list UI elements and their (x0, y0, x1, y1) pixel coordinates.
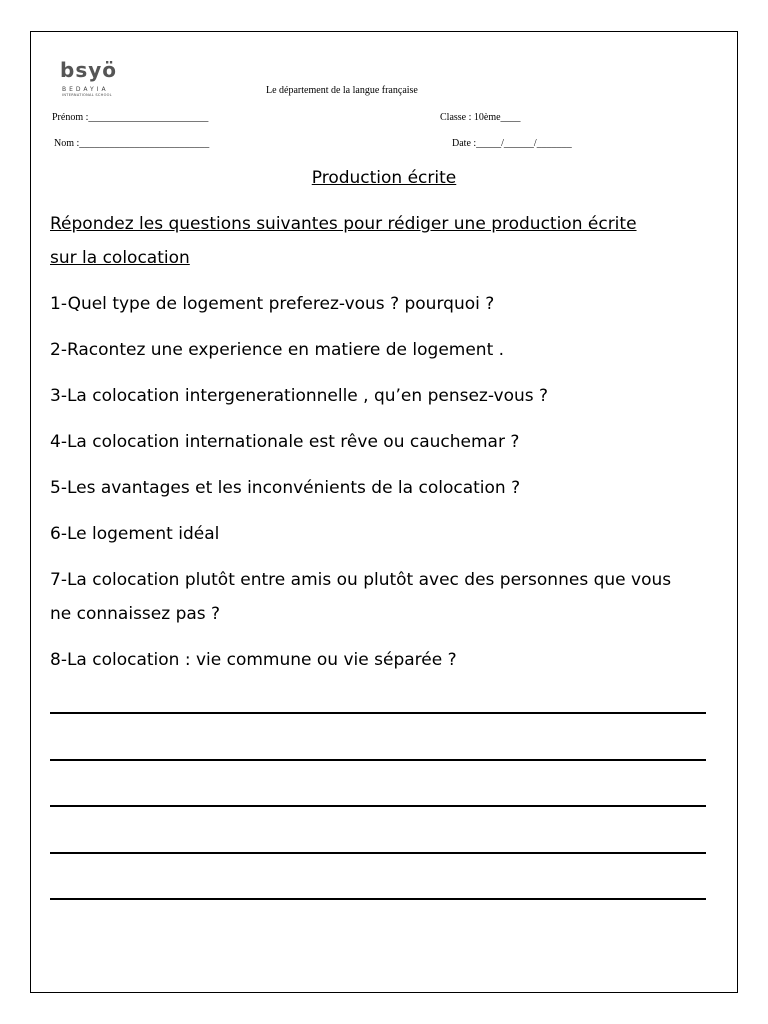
answer-line-5[interactable] (50, 898, 706, 900)
school-logo (60, 58, 130, 98)
answer-line-3[interactable] (50, 805, 706, 807)
answer-line-1[interactable] (50, 712, 706, 714)
question-1: 1-Quel type de logement preferez-vous ? pourquoi ? (50, 294, 495, 314)
nom-field: Nom :__________________________ (54, 138, 210, 149)
question-7-continued: ne connaissez pas ? (50, 604, 221, 624)
question-2: 2-Racontez une experience en matiere de logement . (50, 340, 505, 360)
question-5: 5-Les avantages et les inconvénients de la colocation ? (50, 478, 521, 498)
question-4: 4-La colocation internationale est rêve ou cauchemar ? (50, 432, 520, 452)
question-7: 7-La colocation plutôt entre amis ou plutôt avec des personnes que vous (50, 570, 672, 590)
question-6: 6-Le logement idéal (50, 524, 220, 544)
department-label: Le département de la langue française (266, 85, 418, 96)
classe-field: Classe : 10ème____ (440, 112, 521, 123)
answer-line-2[interactable] (50, 759, 706, 761)
instruction-line-2: sur la colocation (50, 248, 190, 268)
instruction-line-1: Répondez les questions suivantes pour rédiger une production écrite (50, 214, 637, 234)
question-8: 8-La colocation : vie commune ou vie séparée ? (50, 650, 457, 670)
answer-line-4[interactable] (50, 852, 706, 854)
page-title: Production écrite (311, 168, 457, 188)
logo-subtitle-2: INTERNATIONAL SCHOOL (62, 93, 112, 97)
date-field: Date :_____/______/_______ (452, 138, 572, 149)
logo-text: bsyö (60, 58, 117, 82)
prenom-field: Prénom :________________________ (52, 112, 209, 123)
question-3: 3-La colocation intergenerationnelle , qu’en pensez-vous ? (50, 386, 549, 406)
logo-subtitle: BEDAYIA (62, 86, 109, 93)
